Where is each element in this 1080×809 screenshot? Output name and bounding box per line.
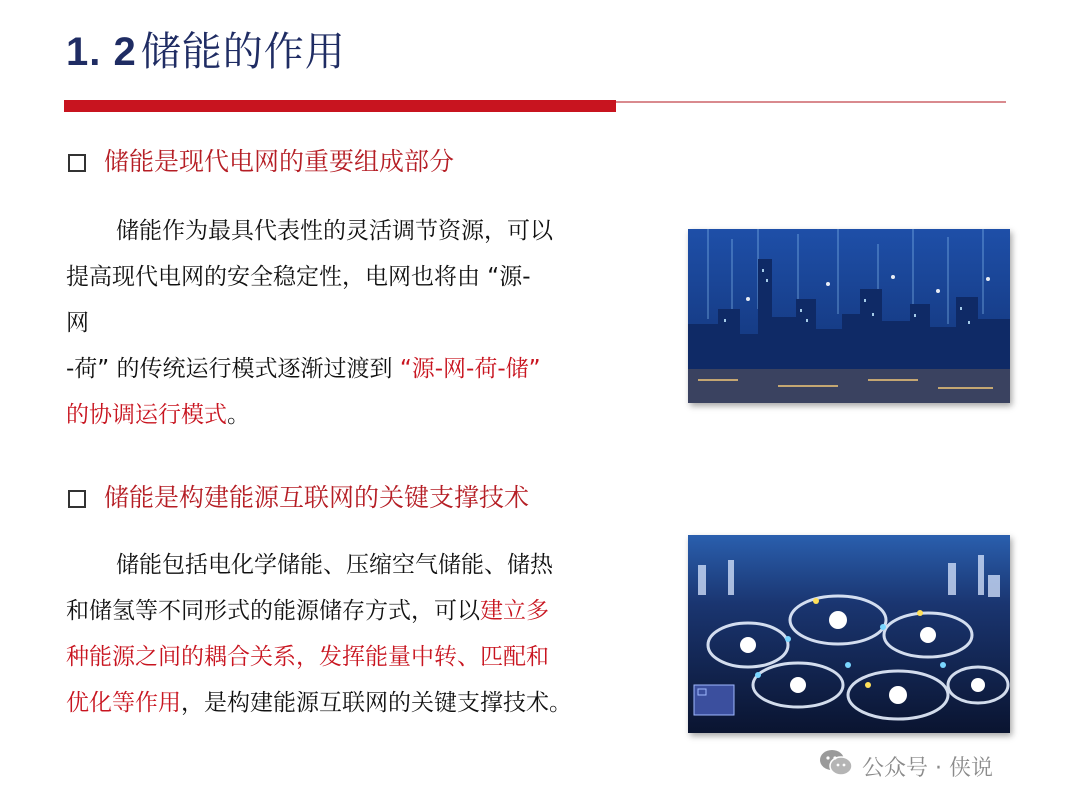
s1-line4-red: “源-网-荷-储”: [399, 356, 541, 382]
watermark: [818, 748, 993, 784]
s2-line1: 储能包括电化学储能、压缩空气储能、储热: [116, 552, 553, 578]
title-underline-thin: [616, 101, 1006, 103]
s2-line4-end: ，是构建能源互联网的关键支撑技术。: [181, 690, 572, 716]
s1-line1: 储能作为最具代表性的灵活调节资源，可以: [116, 218, 553, 244]
watermark-text: 公众号 · 侠说: [862, 756, 993, 781]
section2-heading: [68, 480, 529, 516]
title-text: 储能的作用: [140, 29, 346, 75]
checkbox-bullet-icon: [68, 490, 86, 508]
s1-line2: 提高现代电网的安全稳定性，电网也将由 “源-: [66, 264, 531, 290]
s2-line2-red: 建立多: [480, 598, 549, 624]
checkbox-bullet-icon: [68, 154, 86, 172]
section2-paragraph: [66, 542, 656, 726]
s1-line4a: -荷” 的传统运行模式逐渐过渡到: [66, 356, 400, 382]
energy-network-illustration: [688, 535, 1010, 733]
section1-heading: [68, 144, 454, 180]
s1-line5-red: 的协调运行模式: [66, 402, 227, 428]
section1-heading-text: 储能是现代电网的重要组成部分: [104, 147, 455, 176]
wechat-icon: [818, 748, 854, 790]
smart-city-illustration: [688, 229, 1010, 403]
section2-heading-text: 储能是构建能源互联网的关键支撑技术: [104, 483, 530, 512]
title-underline-thick: [64, 100, 616, 112]
smart-city-image: [688, 229, 1010, 403]
title-number: 1. 2: [66, 30, 137, 74]
slide-title: [66, 22, 346, 82]
section1-paragraph: [66, 208, 656, 438]
energy-network-image: [688, 535, 1010, 733]
s1-line5-end: 。: [227, 402, 250, 428]
s2-line3-red: 种能源之间的耦合关系，发挥能量中转、匹配和: [66, 644, 549, 670]
s2-line2a: 和储氢等不同形式的能源储存方式，可以: [66, 598, 480, 624]
s2-line4-red: 优化等作用: [66, 690, 181, 716]
s1-line3: 网: [66, 310, 89, 336]
